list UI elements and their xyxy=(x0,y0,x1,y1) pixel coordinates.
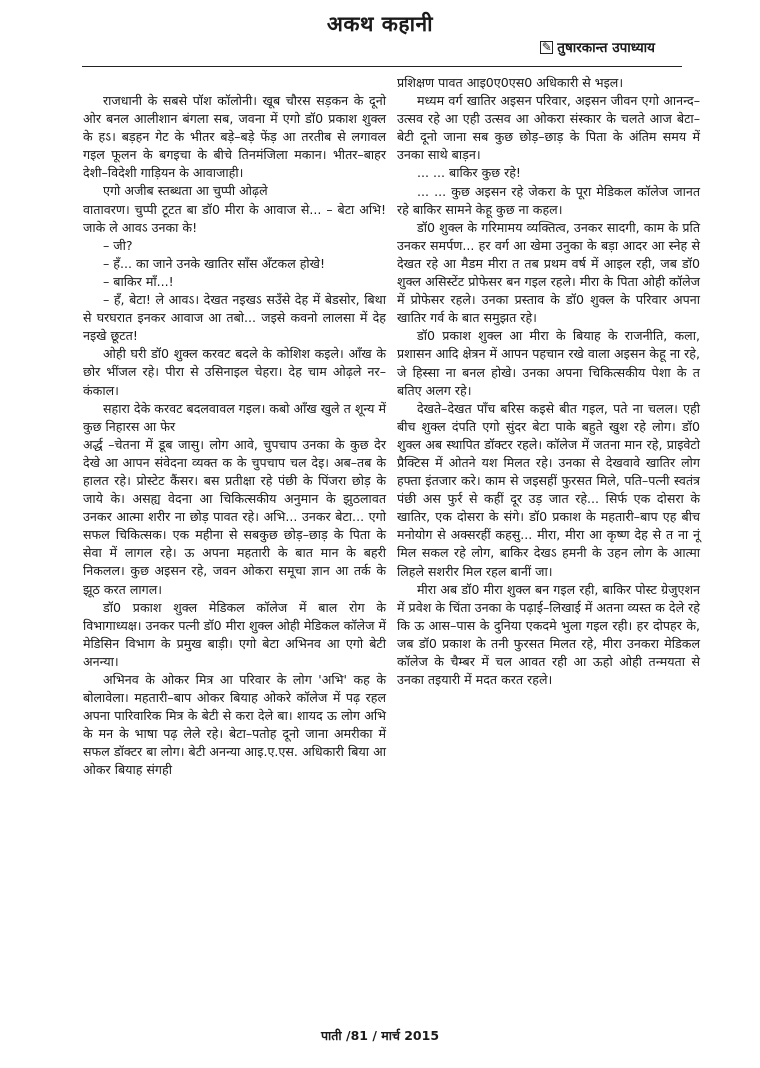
paragraph: सहारा देके करवट बदलवावल गइल। कबो आँख खुले त शून्य में कुछ निहारस आ फेर xyxy=(83,400,386,434)
paragraph: – बाकिर माँ...! xyxy=(103,273,174,289)
paragraph: मीरा अब डॉ0 मीरा शुक्ल बन गइल रही, बाकिर पोस्ट ग्रेजुएशन में प्रवेश के चिंता उनका के पढ़ाई–लिखाई में अतना व्यस्त क देले रहे कि ऊ आस–पास के दुनिया एकदमे भुला गइल रही। हर दोपहर के, जब डॉ0 प्रकाश के तनी फुरसत मिलत रहे, मीरा उनकरा मेडिकल कॉलेज के चैम्बर में चल आवत रही आ ऊहो ओही तन्मयता से उनका तइयारी में मदत करत रहले। xyxy=(397,581,700,688)
paragraph: एगो अजीब स्तब्धता आ चुप्पी ओढ़ले xyxy=(103,183,268,199)
author-byline xyxy=(540,38,655,56)
paragraph: – हँ, बेटा! ले आवऽ। देखत नइखऽ सउँसे देह में बेडसोर, बिथा से घरघरात इनकर आवाज आ तबो... जइसे कवनो लालसा में देह नइखे छूटत! xyxy=(83,292,386,344)
paragraph: – जी? xyxy=(103,237,133,253)
right-column xyxy=(397,74,700,689)
paragraph: – हँ... का जाने उनके खातिर साँस अँटकल होखे! xyxy=(103,255,326,271)
pen-icon: ✎ xyxy=(541,39,552,54)
paragraph: ... ... कुछ अइसन रहे जेकरा के पूरा मेडिकल कॉलेज जानत रहे बाकिर सामने केहू कुछ ना कहल। xyxy=(397,183,700,217)
paragraph: ... ... बाकिर कुछ रहे! xyxy=(417,165,521,181)
paragraph: डॉ0 प्रकाश शुक्ल मेडिकल कॉलेज में बाल रोग के विभागाध्यक्ष। उनकर पत्नी डॉ0 मीरा शुक्ल ओही मेडिकल कॉलेज में मेडिसिन विभाग के प्रमुख बाड़ी। एगो बेटा अभिनव आ एगो बेटी अनन्या। xyxy=(83,599,386,669)
paragraph: देखते–देखत पाँच बरिस कइसे बीत गइल, पते ना चलल। एही बीच शुक्ल दंपति एगो सुंदर बेटा पाके बहुते खुश रहे लोग। डॉ0 शुक्ल अब स्थापित डॉक्टर रहले। कॉलेज में जतना मान रहे, प्राइवेटो प्रैक्टिस में ओतने यश मिलत रहे। उनका से देखवावे खातिर लोग हफ्ता इंतजार करे। काम से जइसहीं फुरसत मिले, पति–पत्नी स्वतंत्र पंछी अस फुर्र से कहीं दूर उड़ जात रहे... सिर्फ एक दोसरा के खातिर, एक दोसरा के संगे। डॉ0 प्रकाश के महतारी–बाप एह बीच मनोयोग से अक्सरहीं कहसु... मीरा, मीरा आ कृष्ण देह से त ना नूं मिल सकल रहे लोग, बाकिर देखऽ हमनी के उहन लोग के आत्मा लिहले सशरीर मिल रहल बानीं जा। xyxy=(397,400,700,579)
paragraph: ओही घरी डॉ0 शुक्ल करवट बदले के कोशिश कइले। आँख के छोर भींजल रहे। पीरा से उसिनाइल चेहरा। देह चाम ओढ़ले नर–कंकाल। xyxy=(83,346,386,398)
paragraph: अभिनव के ओकर मित्र आ परिवार के लोग 'अभि' कह के बोलावेला। महतारी–बाप ओकर बियाह ओकरे कॉलेज में पढ़ रहल अपना पारिवारिक मित्र के बेटी से करा देले बा। शायद ऊ लोग अभि के मन के भाषा पढ़ लेले रहे। बेटा–पतोह दूनो जाना अमरीका में सफल डॉक्टर बा लोग। बेटी अनन्या आइ.ए.एस. अधिकारी बिया आ ओकर बियाह संगही xyxy=(83,672,386,778)
author-name: तुषारकान्त उपाध्याय xyxy=(557,40,655,56)
paragraph: प्रशिक्षण पावत आइ0ए0एस0 अधिकारी से भइल। xyxy=(397,75,624,90)
story-title: अकथ कहानी xyxy=(326,12,434,36)
paragraph: वातावरण। चुप्पी टूटत बा डॉ0 मीरा के आवाज से... – बेटा अभि! जाके ले आवऽ उनका के! xyxy=(83,201,386,235)
left-column xyxy=(83,92,386,780)
paragraph: अर्द्ध –चेतना में डूब जासु। लोग आवे, चुपचाप उनका के कुछ देर देखे आ आपन संवेदना व्यक्त क के चुपचाप चल देइ। अब–तब के हालत रहे। प्रोस्टेट कैंसर। बस प्रतीक्षा रहे पंछी के पिंजरा छोड़ के जाये के। असह्य वेदना आ चिकित्सकीय अनुमान के झुठलावत उनकर आत्मा शरीर ना छोड़ पावत रहे। अभि... उनकर बेटा... एगो सफल चिकित्सक। एक महीना से सबकुछ छोड़–छाड़ के पिता के सेवा में लागल रहे। ऊ अपना महतारी के बात मान के बहरी निकलल। कुछ अइसन रहे, जवन ओकरा समूचा ज्ञान आ तर्क के झूठ करत लागल। xyxy=(83,436,386,597)
page-footer: पाती /81 / मार्च 2015 xyxy=(320,1028,440,1043)
paragraph: डॉ0 प्रकाश शुक्ल आ मीरा के बियाह के राजनीति, कला, प्रशासन आदि क्षेत्रन में आपन पहचान रखे वाला अइसन केहू ना रहे, जे हिस्सा ना बनल होखे। उनका अपना चिकित्सकीय पेशा के त बतिए अलग रहे। xyxy=(397,328,700,398)
paragraph: राजधानी के सबसे पॉश कॉलोनी। खूब चौरस सड़कन के दूनो ओर बनल आलीशान बंगला सब, जवना में एगो डॉ0 प्रकाश शुक्ल के हऽ। बड़हन गेट के भीतर बड़े–बड़े फेंड़ आ तरतीब से लगावल गइल फूलन के बगइचा के बीचे तिनमंजिला मकान। भीतर–बाहर देशी–विदेशी गाड़ियन के आवाजाही। xyxy=(83,93,386,181)
header-divider xyxy=(82,66,682,67)
paragraph: डॉ0 शुक्ल के गरिमामय व्यक्तित्व, उनकर सादगी, काम के प्रति उनकर समर्पण... हर वर्ग आ खेमा उनुका के बड़ा आदर आ स्नेह से देखत रहे आ मैडम मीरा त तब प्रथम वर्ष में आइल रही, जब डॉ0 शुक्ल असिस्टेंट प्रोफेसर बन गइल रहले। मीरा के पिता ओही कॉलेज में प्रोफेसर रहले। उनका प्रस्ताव के डॉ0 शुक्ल के परिवार अपना खातिर गर्व के बात समुझत रहे। xyxy=(397,219,700,326)
paragraph: मध्यम वर्ग खातिर अइसन परिवार, अइसन जीवन एगो आनन्द–उत्सव रहे आ एही उत्सव आ ओकरा संस्कार के चलते आज बेटा–बेटी दूनो जाना सब कुछ छोड़–छाड़ के पिता के अंतिम समय में उनका साथे बाड़न। xyxy=(397,93,700,163)
